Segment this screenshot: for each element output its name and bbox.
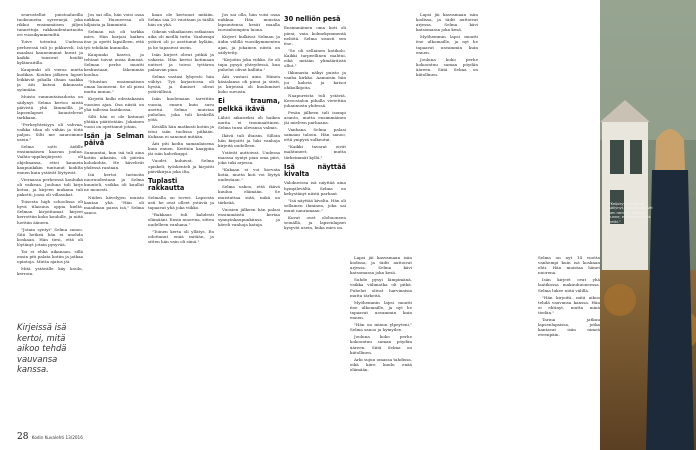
paragraph: Kesällä hän matkusti kotiin ja istui isän tuolissa pitkään. Kukaan ei sanonut mitään. xyxy=(148,123,214,140)
paragraph: Sunnuntai, kun isä tuli aina kotiin aikaisin, oli päivän kohokohta. He kävelivät yhdessä rantaan. xyxy=(84,149,144,171)
paragraph: Suhde pysyi lämpimänä, vaikka välimatka oli pitkä. Puhelut olivat harvinaisia mutta tärkeitä. xyxy=(350,277,412,298)
paragraph: Vuosien jälkeen hän palasi ensimmäistä kertaa synnyinkaupunkiinsa ja käveli vanhoja katuja. xyxy=(218,206,280,227)
paragraph: Ensimmäinen oma koti oli pieni, vain kolmekymmentä neliötä. Selma sisusti sen itse. xyxy=(284,25,346,46)
paragraph: Pesän jälkeen tuli isompi asunto, mutta ensimmäinen jäi mieleen parhaana. xyxy=(284,109,346,125)
paragraph: Jos sai olla, hän voisi osaa nukkua. Huoneessa oli hiljaista ja lämmintä. xyxy=(84,12,144,28)
paragraph: "Kirjoitin joka viikko. Se oli tapa pysyä yhteydessä, kun puhelut olivat kalliita." xyxy=(218,56,280,72)
article-column-4 xyxy=(218,12,280,432)
paragraph: Isän kirjeet ovat yhä laatikossa makuuhuoneessa. Selma lukee niitä välillä. xyxy=(538,277,600,293)
paragraph: Selma uskoo, että ikävä kuuluu elämään. Se muistuttaa siitä, mikä on tärkeää. xyxy=(218,184,280,205)
paragraph: Vanhana Selma palasi samaan taloon. Hän sanoo, että ympyrä sulkeutui. xyxy=(284,127,346,143)
paragraph: "Rakkaus tuli kahdesti elämääni. Ensin nuorena, sitten uudelleen vanhana." xyxy=(148,211,214,227)
paragraph: Jouluna koko perhe kokoontuu saman pöydän ääreen. Siitä Selma on kiitollinen. xyxy=(350,334,412,355)
paragraph: Toisesta high schoolissa oli hyvä tilaisuus oppia kieltä. Selman kirjoittamat kirjeet kerrottiin koko koululle, ja niitä luettiin ääneen. xyxy=(17,199,83,225)
paragraph: Oikean väliaikaisen ratkaisun aika oli meillä tuttu. Vanhempi ystävä oli jo asettunut kylään, ja he tapasivat usein. xyxy=(148,29,214,50)
subheading: Ei trauma, pelkkä ikävä xyxy=(218,97,280,113)
paragraph: "Kukaan ei voi korvata kotia, mutta koti voi löytyä uudestaan." xyxy=(218,167,280,183)
paragraph: Vieraassa perheessä kouluikä oli vaikeaa. Jouluna tuli kirje kotoa, ja kirjeen mukana tuli paketti, jossa oli villasukat. xyxy=(17,176,83,198)
paragraph: Äiti vastasi aina. Hänen käsialansa oli pieni ja siisti, ja kirjeissä oli kuulumiset koko suvusta. xyxy=(218,74,280,95)
subheading: Tuplasti rakkautta xyxy=(148,176,185,193)
article-column-8 xyxy=(538,255,600,425)
paragraph: Kirjeet kulkivat Selman ja äidin välillä vuosikymmenten ajan, ja jokainen niistä on säilytetty. xyxy=(218,34,280,55)
paragraph: Myöhemmin lapsi muutti itse ulkomaille, ja nyt he tapaavat useammin kuin ennen. xyxy=(350,299,412,321)
paragraph: Muisto sunnuntaisadosta on säilynyt. Selma kertoo niistä päivistä yhä lämmöllä ja lapsenlapset kuuntelevat tarkkaan. xyxy=(17,94,83,120)
subheading: Isän ja Selman päivä xyxy=(84,131,144,148)
paragraph: "Muistan ensimmäisen oman huoneeni. Se oli pieni mutta minun." xyxy=(84,79,144,95)
paragraph: Selma sotti äidille ensimmäisen kaavan joulua. Vaihto-oppilasjärjestö oli ohjelmansa, ettei kaunein kaupunkikin tuntunut kodilta ennen kuin ystävät löytyivät. xyxy=(17,144,83,175)
paragraph: Lähtö aikuiseksi oli haikea mutta ei traumaattinen. Selma tunsi olevansa valmis. xyxy=(218,115,280,131)
paragraph: Vuodet kuluivat. Selma opiskeli, työskenteli ja kirjoitti päiväkirjaa joka ilta. xyxy=(148,158,214,174)
paragraph: Naapureista tuli ystäviä. Kerrostalon pihalla vietettiin juhannusta yhdessä. xyxy=(284,92,346,108)
paragraph: Selma vastasi lyhyesti: hän viihtyi. Työ kirjastossa oli hyvää, ja ihmiset olivat ystävällisiä. xyxy=(148,74,214,95)
article-column-1 xyxy=(17,12,83,318)
paragraph: Selma on nyt 14 vuotta vanhempi kuin isä koskaan ehti. Hän muistaa hänet nuorena. xyxy=(538,255,600,276)
paragraph: Valokuvissa isä näyttää aina hymyilevältä. Selma on kehystänyt niistä parhaat. xyxy=(284,180,346,196)
paragraph: Kuvat ovat olohuoneen seinällä, ja lapsenlapset kysyvät usein, kuka mies on. xyxy=(284,215,346,231)
paragraph: Kaupunki oli vieras mutta kodikas. Koulun jälkeen lapset leikkivät pihalla iltaan saakka ja äiti kutsui ikkunasta syömään. xyxy=(17,66,83,93)
paragraph: Selman isä oli tarkka mies. Hän korjasi kaiken itse ja opetti lapsilleen, että työ tehdään kunnolla. xyxy=(84,29,144,50)
photo-caption: "Keijukyyrmiestä on säilynyt, kun koti jäi. Vei sen rantaan kun tuli tunne, että se on oikea hetki." xyxy=(609,202,653,224)
paragraph: "Se oli sellainen kotikolo. Kaikki tarpeellinen mahtui, eikä mitään ylimääräistä ollut." xyxy=(284,47,346,69)
paragraph: Tarina jatkuu lapsenlapsissa, jotka kantavat isän nimeä eteenpäin. xyxy=(538,317,600,338)
page-number: 28 xyxy=(17,432,29,442)
paragraph: kaan ole kertonut mitään. Selma saa 20 vuottaan ja täällä hän on yhä. xyxy=(148,12,214,28)
paragraph: Tai ei ehkä aikanaan, sillä ensin piti palata kotiin ja jatkaa opintoja. Mutta ajatus jäi. xyxy=(17,249,83,265)
paragraph: "Perheyhteisyys oli vahvaa, vaikka tilaa oli vähän ja töitä paljon. Silti me nauroimme usein." xyxy=(17,121,83,143)
paragraph: "Hän on minun ylpeyteni," Selma sanoo ja hymyilee. xyxy=(350,322,412,333)
portrait-photo xyxy=(600,0,696,450)
paragraph: Isän kirjeet olivat pitkiä ja vakavia. Hän kertoi kotimaan uutiset ja toivoi tyttären palaavan pian. xyxy=(148,51,214,72)
paragraph: Ystävät auttoivat. Uudessa maassa syntyi pian oma piiri, joka tuki arjessa. xyxy=(218,149,280,165)
article-column-5 xyxy=(284,12,346,432)
page-folio-left xyxy=(17,432,83,442)
paragraph: "Isä näyttää kivalta. Hän oli sellainen ihminen, joka sai muut nauramaan." xyxy=(284,197,346,213)
article-column-2 xyxy=(148,12,214,432)
paragraph: Mitä ystävälle käy koulu, kerroin. xyxy=(17,266,83,277)
paragraph: Isä kertoi tarinoita nuoruudestaan ja Selma kuunteli, vaikka oli kuullut ne monesti. xyxy=(84,172,144,193)
paragraph: Kirjeitä kulki edestakaisin vuosien ajan. Osa niistä on yhä tallessa laatikossa. xyxy=(84,96,144,112)
article-column-6 xyxy=(350,255,412,425)
paragraph: Kaupunki kasvoi, ja tehtaat toivat uusia ihmisiä. Selman perhe muutti keskustaan, lähemmäs koulua. xyxy=(84,51,144,78)
magazine-issue: Kodin Kuvalehti 13/2016 xyxy=(31,435,83,440)
paragraph: Silti hän ei ole katunut yhtään päätöstään. Jokainen vuosi on opettanut jotain. xyxy=(84,113,144,129)
paragraph: Ikkunasta näkyi puisto ja vanha kirkko. Aamuisin hän joi kahvia ja katsoi ohikulkijoita. xyxy=(284,70,346,91)
paragraph: Myöhemmin lapsi muutti itse ulkomaille, ja nyt he tapaavat useammin kuin ennen. xyxy=(416,34,478,55)
subheading: 30 nelliön pesä xyxy=(284,15,341,23)
paragraph: Ikävä tuli iltaisin. Silloin hän kirjoitti ja luki vanhoja kirjeitä uudelleen. xyxy=(218,132,280,148)
paragraph: "Hän kirjoitti, mitä aikoo tehdä vauvansa kanssa. Hän ei ehtinyt, mutta minä tiedän." xyxy=(538,294,600,315)
paragraph: Arki sujuu omassa tahdissa, eikä kiire kuulu enää elämään. xyxy=(350,356,412,372)
paragraph: Niiden kävelyjen muisto kantaa yhä. "Hän oli maailman paras isä," Selma sanoo. xyxy=(84,194,144,215)
paragraph: Äiti piti kodin samanlaisena kuin ennen. Keittiön kaappiin jäi isän kahvikuppi. xyxy=(148,141,214,157)
photo-illustration xyxy=(600,0,696,450)
paragraph: seurustellut puistoalueilla tuoksuneita syreenejä, joka rikkoi ensimmäisen jäljen tunnettuja rakkaudentarinoita eri vuosikymmeniltä. xyxy=(17,12,83,38)
paragraph: "Kaikki tavarat eivät mahtuneet, mutta tärkeimmät kyllä." xyxy=(284,144,346,160)
subheading: Isä näyttää kivalta xyxy=(284,162,346,179)
paragraph: Toive toteutui. Uudessa perheessä tuli jo pikkuveli. Isä maalasi kauneimmat kuvat ja kaikki tunsivat heidät kylänraitilla. xyxy=(17,39,83,65)
paragraph: Selmalla on toveri. Lapsesta asti he ovat olleet ystäviä ja tapaavat yhä joka viikko. xyxy=(148,194,214,210)
paragraph: "Jotain syntyi" Selma sanoo. Sitä hetkeä hän ei unohda koskaan. Hän tiesi, että oli löytänyt jotain pysyvää. xyxy=(17,226,83,247)
pull-quote: Kirjeissä isä kertoi, mitä aikoo tehdä vauvansa kanssa. xyxy=(17,322,67,374)
article-column-3 xyxy=(84,12,144,432)
paragraph: Isän kuolemaan tarvittiin vuosia, ennen kuin suru asettui. Selma muistaa puhelun, joka tuli keskellä yötä. xyxy=(148,96,214,122)
paragraph: Jos sai olla, hän voisi osaa nukkua. Hän muistaa lapsuutensa kesät maalla isovanhempien luona. xyxy=(218,12,280,33)
paragraph: Lapsi jäi kasvamaan isän kodissa, ja tädit auttoivat arjessa. Selma kävi katsomassa joka kesä. xyxy=(350,255,412,276)
paragraph: "Toinen kerta oli yllätys. En odottanut enää mitään, ja sitten hän vain oli siinä." xyxy=(148,229,214,245)
paragraph: Jouluna koko perhe kokoontuu saman pöydän ääreen. Siitä Selma on kiitollinen. xyxy=(416,56,478,78)
article-column-7 xyxy=(416,12,478,252)
paragraph: Lapsi jäi kasvamaan isän kodissa, ja tädit auttoivat arjessa. Selma kävi katsomassa joka kesä. xyxy=(416,12,478,33)
